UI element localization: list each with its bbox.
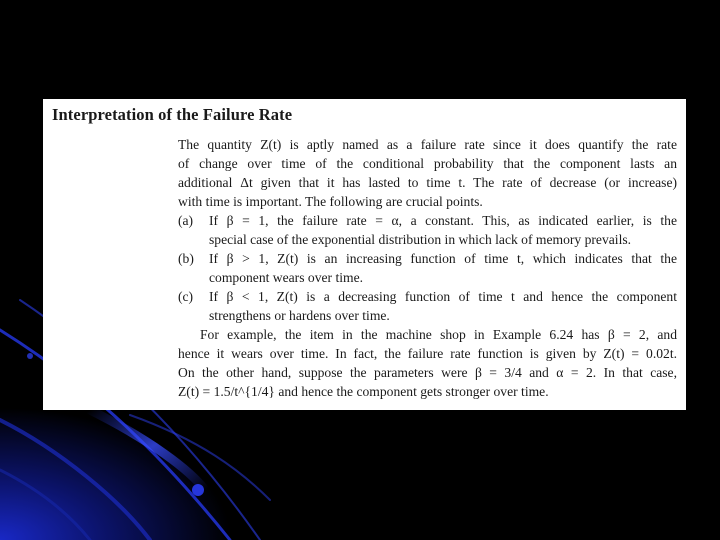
list-item-text: If β > 1, Z(t) is an increasing function of time t, which indicates that the — [209, 251, 677, 266]
list-item-text: component wears over time. — [209, 270, 364, 285]
list-item-c-cont — [178, 306, 677, 325]
intro-line: additional Δt given that it has lasted to time t. The rate of decrease (or increase) — [178, 175, 677, 190]
list-item-b — [178, 249, 677, 268]
list-item-b-cont — [178, 268, 677, 287]
intro-line: with time is important. The following are crucial points. — [178, 194, 483, 209]
decorative-dot — [27, 353, 33, 359]
list-marker: (c) — [178, 289, 194, 304]
list-marker: (b) — [178, 251, 194, 266]
page-title: Interpretation of the Failure Rate — [52, 105, 293, 124]
list-item-a — [178, 211, 677, 230]
list-item-text: If β < 1, Z(t) is a decreasing function of time t and hence the component — [209, 289, 677, 304]
example-line: hence it wears over time. In fact, the failure rate function is given by Z(t) = 0.02t. — [178, 346, 677, 361]
intro-line: The quantity Z(t) is aptly named as a failure rate since it does quantify the rate — [178, 137, 677, 152]
example-line — [178, 325, 677, 344]
body-text — [178, 135, 677, 401]
example-line: Z(t) = 1.5/t^{1/4} and hence the component gets stronger over time. — [178, 384, 549, 399]
list-item-c — [178, 287, 677, 306]
list-item-text: special case of the exponential distribution in which lack of memory prevails. — [209, 232, 632, 247]
list-item-text: If β = 1, the failure rate = α, a constant. This, as indicated earlier, is the — [209, 213, 677, 228]
example-text: For example, the item in the machine shop in Example 6.24 has β = 2, and — [200, 327, 677, 342]
list-item-text: strengthens or hardens over time. — [209, 308, 390, 323]
list-item-a-cont — [178, 230, 677, 249]
list-marker: (a) — [178, 213, 194, 228]
example-line: On the other hand, suppose the parameters were β = 3/4 and α = 2. In that case, — [178, 365, 677, 380]
decorative-dot — [192, 484, 204, 496]
content-panel — [43, 99, 686, 410]
intro-line: of change over time of the conditional probability that the component lasts an — [178, 156, 677, 171]
